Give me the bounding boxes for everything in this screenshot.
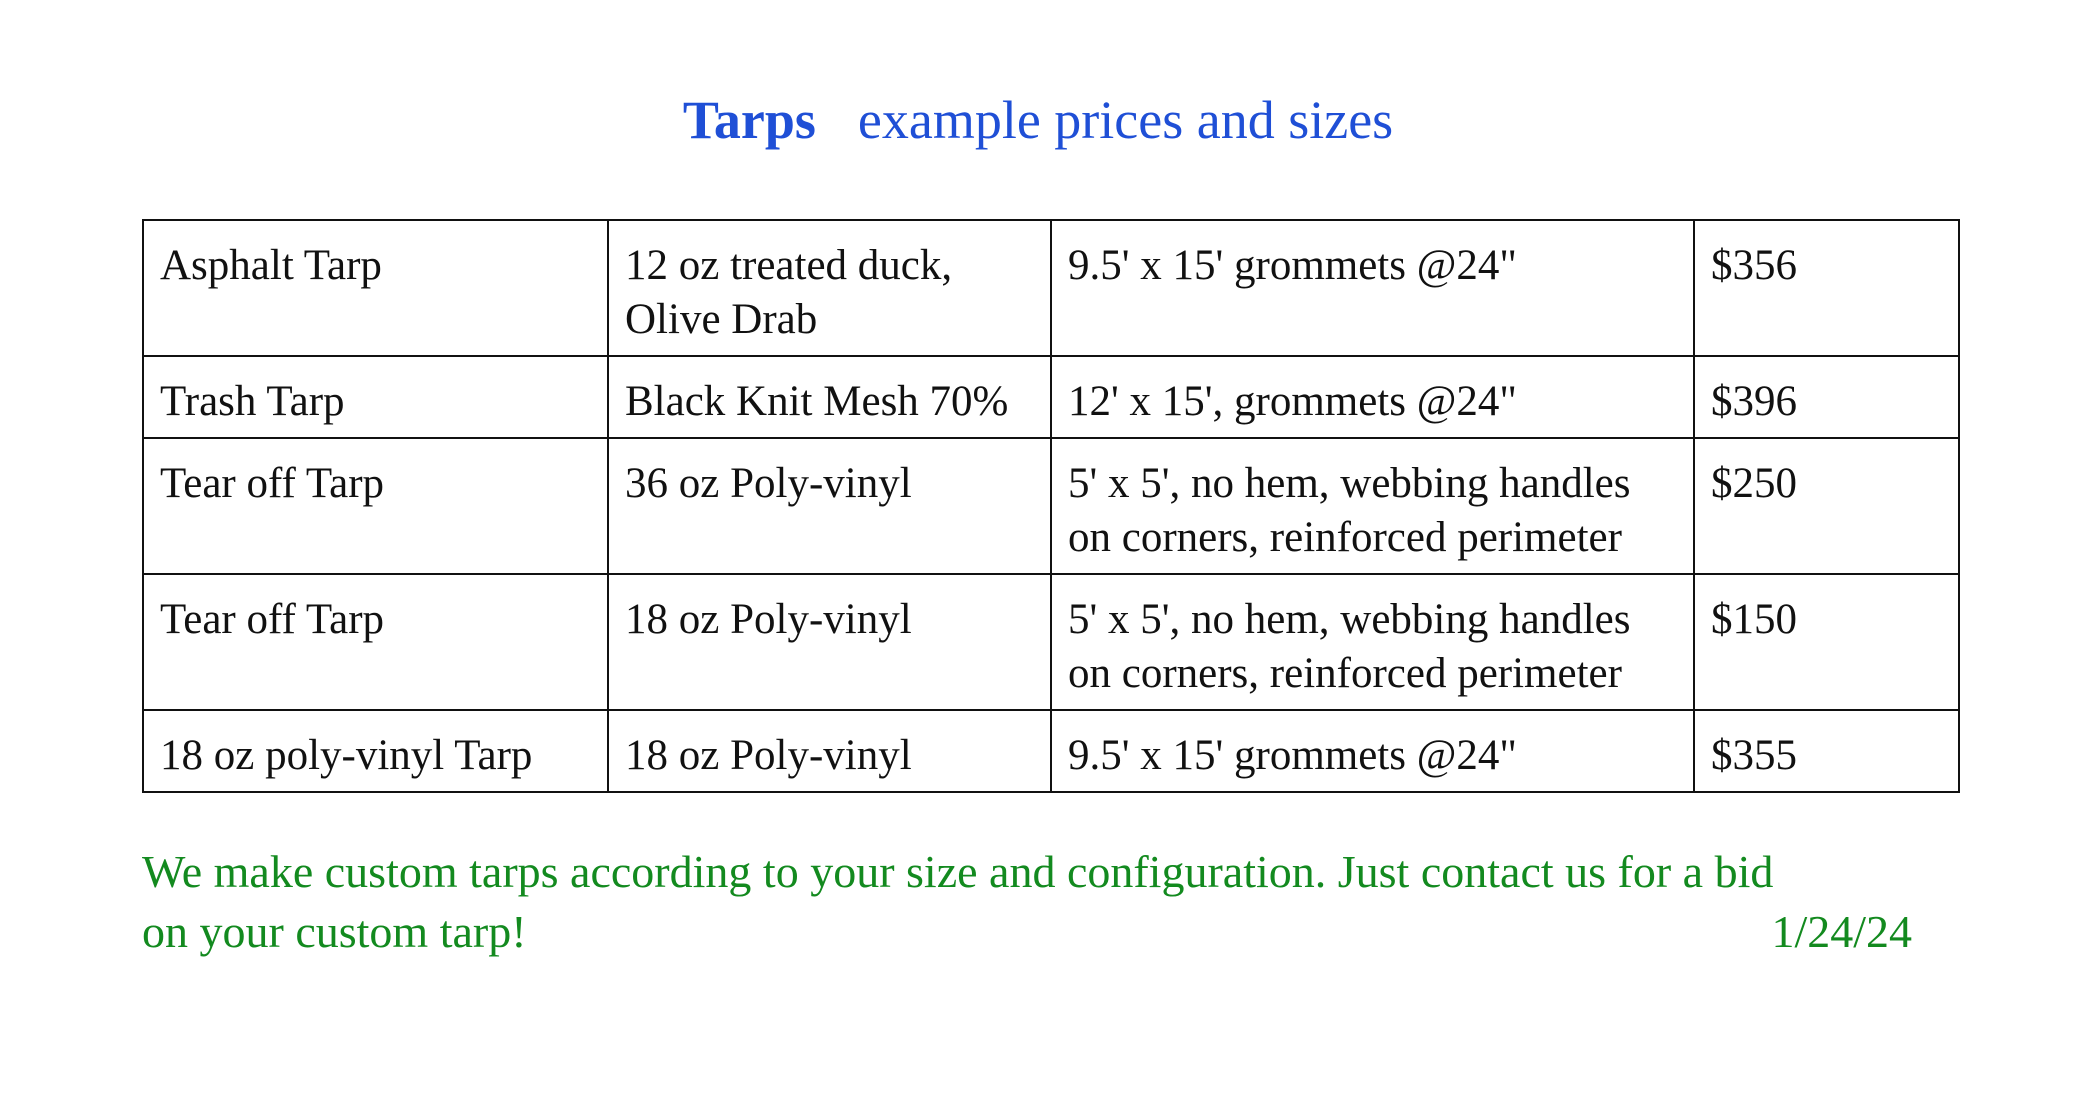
product-name: Trash Tarp — [160, 378, 345, 425]
material-line: Olive Drab — [625, 296, 818, 343]
product-name: Tear off Tarp — [160, 596, 385, 643]
size-line: on corners, reinforced perimeter — [1068, 650, 1622, 697]
size-line: on corners, reinforced perimeter — [1068, 514, 1622, 561]
date-stamp: 1/24/24 — [1771, 906, 1912, 957]
price-cell — [1694, 220, 1959, 356]
table-row — [143, 220, 1959, 356]
price: $355 — [1711, 732, 1797, 779]
material-cell — [608, 220, 1051, 356]
product-name-cell — [143, 710, 608, 792]
material-cell — [608, 356, 1051, 438]
material-cell — [608, 574, 1051, 710]
material-line: 18 oz Poly-vinyl — [625, 732, 912, 779]
size-cell — [1051, 438, 1694, 574]
material-cell — [608, 438, 1051, 574]
size-cell — [1051, 574, 1694, 710]
material-cell — [608, 710, 1051, 792]
price-cell — [1694, 356, 1959, 438]
size-line: 12' x 15', grommets @24" — [1068, 378, 1517, 425]
price-table — [142, 219, 1960, 793]
note-line-1: We make custom tarps according to your size and configuration. Just contact us for a bid — [142, 846, 1774, 897]
page-title — [0, 88, 2076, 152]
price-cell — [1694, 438, 1959, 574]
size-cell — [1051, 220, 1694, 356]
title-subtitle: example prices and sizes — [857, 90, 1394, 150]
note-line-2-row — [142, 902, 1912, 962]
note-line-2: on your custom tarp! — [142, 906, 527, 957]
material-line: 18 oz Poly-vinyl — [625, 596, 912, 643]
price-cell — [1694, 574, 1959, 710]
price: $356 — [1711, 242, 1797, 289]
size-line: 5' x 5', no hem, webbing handles — [1068, 460, 1631, 507]
price: $150 — [1711, 596, 1797, 643]
price: $396 — [1711, 378, 1797, 425]
table-row — [143, 438, 1959, 574]
product-name-cell — [143, 574, 608, 710]
size-cell — [1051, 356, 1694, 438]
table-row — [143, 356, 1959, 438]
product-name: 18 oz poly-vinyl Tarp — [160, 732, 533, 779]
product-name-cell — [143, 220, 608, 356]
size-line: 5' x 5', no hem, webbing handles — [1068, 596, 1631, 643]
price-cell — [1694, 710, 1959, 792]
size-cell — [1051, 710, 1694, 792]
material-line: 12 oz treated duck, — [625, 242, 953, 289]
size-line: 9.5' x 15' grommets @24" — [1068, 732, 1517, 779]
title-main: Tarps — [682, 90, 816, 150]
product-name: Tear off Tarp — [160, 460, 385, 507]
price: $250 — [1711, 460, 1797, 507]
product-name-cell — [143, 438, 608, 574]
table-row — [143, 710, 1959, 792]
product-name: Asphalt Tarp — [160, 242, 382, 289]
product-name-cell — [143, 356, 608, 438]
material-line: Black Knit Mesh 70% — [625, 378, 1009, 425]
material-line: 36 oz Poly-vinyl — [625, 460, 912, 507]
custom-tarp-note — [142, 842, 1942, 962]
table-row — [143, 574, 1959, 710]
size-line: 9.5' x 15' grommets @24" — [1068, 242, 1517, 289]
